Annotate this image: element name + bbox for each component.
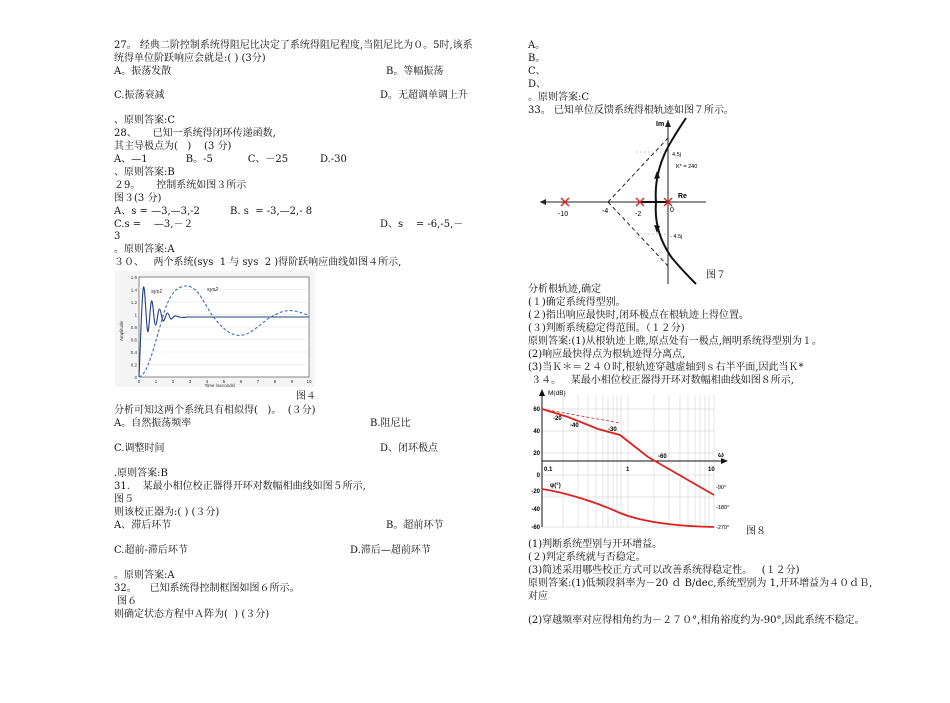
q29-line1: ２9。 控制系统如图３所示 <box>114 180 247 191</box>
fig4-xtick: 3 <box>188 379 192 384</box>
q33-line1: 33。 已知单位反馈系统得根轨迹如图７所示。 <box>528 105 734 116</box>
q31-option-a: A、滞后环节 <box>114 520 172 531</box>
q30-line1: ３０、 两个系统(sys 1 与 sys 2 )得阶跃响应曲线如图４所示, <box>114 257 402 268</box>
fig8-slope-20: -20 <box>553 416 562 422</box>
q32-answer: 。原则答案:C <box>528 92 590 103</box>
fig4-ytick: 0.4 <box>130 350 137 355</box>
q33-answer2: (2)响应最快得点为根轨迹得分离点, <box>528 349 686 360</box>
fig4-xtick: 7 <box>256 379 260 384</box>
fig4-ytick: 0.2 <box>130 362 137 368</box>
fig4-ytick: 1.4 <box>130 287 137 293</box>
q33-answer3: (3)当Ｋ＊＝２４０时,根轨迹穿越虚轴到ｓ右半平面,因此当Ｋ* <box>528 362 804 373</box>
fig4-sys1-label: sys1 <box>151 289 163 295</box>
q30-option-d: D、闭环极点 <box>380 443 439 454</box>
fig4-ytick: 1.6 <box>130 275 137 280</box>
q31-answer: 。原则答案:A <box>114 570 175 581</box>
q34-answer3: (2)穿越频率对应得相角约为－２７０°,相角裕度约为-90°,因此系统不稳定。 <box>528 615 865 626</box>
q28-line2: 其主导极点为( ) (3 分) <box>114 141 232 152</box>
fig4-caption: 图４ <box>296 391 316 402</box>
q31-option-d: D.滞后—超前环节 <box>350 545 431 556</box>
q30-option-a: A。自然振荡频率 <box>114 418 192 429</box>
q32-option-b: B。 <box>528 53 546 64</box>
q32-option-a: A。 <box>528 40 546 51</box>
q31-line3: 则该校正器为:( ) (３分) <box>114 507 220 518</box>
fig8-ytick: -40 <box>531 507 540 513</box>
fig8-ytick: -60 <box>531 525 540 531</box>
q30-line2: 分析可知这两个系统具有相似得( )。 (３分) <box>114 405 316 416</box>
fig4-ytick: 1.2 <box>130 300 137 305</box>
fig8-xtick-10: 10 <box>708 467 715 473</box>
q34-line1: ３４。 某最小相位校正器得开环对数幅相曲线如图８所示, <box>528 375 794 386</box>
fig4-xtick: 2 <box>171 379 175 384</box>
fig7-locus-lower <box>656 202 696 284</box>
fig8-ytick: -20 <box>531 489 540 495</box>
fig8-caption: 图８ <box>746 526 766 537</box>
fig8-ytick: 20 <box>533 451 540 457</box>
fig8-ylabel: M(dB) <box>548 390 566 397</box>
q33-answer1: 原则答案:(1)从根轨迹上瞧,原点处有一极点,阐明系统得型别为１。 <box>528 336 822 347</box>
fig7-locus-upper <box>656 118 686 202</box>
fig4-ylabel: Amplitude <box>119 320 124 342</box>
fig4-xtick: 4 <box>205 379 209 384</box>
q31-line1: 31. 某最小相位校正器得开环对数幅相曲线如图５所示, <box>114 481 366 492</box>
q34-answer2: 对应 <box>528 591 548 602</box>
fig4-sys2-label: sys2 <box>207 287 219 293</box>
q30-option-c: C.调整时间 <box>114 443 165 454</box>
fig7-tick-minus10: -10 <box>558 211 569 218</box>
fig8-phase-90: -90° <box>716 485 727 491</box>
fig4-xtick: 0 <box>137 379 141 384</box>
q29-option-d: D、s = -6,-5,－ <box>380 219 464 230</box>
q29-option-d-cont: 3 <box>114 231 121 242</box>
q34-line3: (２)判定系统就与否稳定。 <box>528 552 646 563</box>
fig8-phi-label: φ(°) <box>550 483 561 489</box>
fig4-xlabel: Time (seconds) <box>204 383 236 387</box>
q27-answer: 、原则答案:C <box>114 115 176 126</box>
q31-option-b: B。超前环节 <box>386 520 444 531</box>
q32-option-c: C、 <box>528 66 546 77</box>
q33-line5: (３)判断系统稳定得范围。（１２分) <box>528 323 685 334</box>
figure-7-root-locus <box>536 116 716 286</box>
q28-line1: 28、 已知一系统得闭环传递函数, <box>114 128 276 139</box>
q31-line2: 图５ <box>114 494 134 505</box>
q32-line1: 32。 已知系统得控制框图如图６所示。 <box>114 583 300 594</box>
fig4-ytick: 0.8 <box>130 325 137 330</box>
fig7-tick-0: 0 <box>670 207 674 214</box>
fig4-ytick: 0 <box>134 375 137 380</box>
fig4-xtick: 1 <box>154 379 158 384</box>
q29-option-c: C.s = —3,－２ <box>114 219 194 230</box>
q30-answer: .原则答案:B <box>114 468 168 479</box>
fig8-ytick: 60 <box>533 407 540 413</box>
q30-option-b: B.阻尼比 <box>370 418 411 429</box>
fig4-xtick: 9 <box>290 379 294 384</box>
fig4-xtick: 10 <box>306 379 312 384</box>
fig8-xtick-01: 0.1 <box>544 467 553 473</box>
fig7-minus45j: - 4.5j <box>670 234 683 240</box>
fig8-slope-40: -40 <box>570 423 579 429</box>
fig7-re-label: Re <box>678 193 687 200</box>
q31-option-c: C.超前-滞后环节 <box>114 545 188 556</box>
fig7-tick-minus2: -2 <box>635 211 642 218</box>
q34-answer1: 原则答案:(1)低频段斜率为－20 ｄ B/dec,系统型别为 1,开环增益为４０ｄＢ, <box>528 578 873 589</box>
q29-line2: 图３(3 分) <box>114 193 162 204</box>
q34-line4: (3)简述采用哪些校正方式可以改善系统得稳定性。 (１２分) <box>528 565 800 576</box>
q29-answer: 。原则答案:A <box>114 244 175 255</box>
fig8-phase-180: -180° <box>716 505 730 511</box>
q33-line3: (１)确定系统得型别。 <box>528 297 626 308</box>
q27-line2: 统得单位阶跃响应会就是:( ) (3分) <box>114 53 266 64</box>
q28-answer: 、原则答案:B <box>114 167 175 178</box>
fig8-slope-30: -30 <box>608 427 617 433</box>
q32-option-d: D、 <box>528 79 547 90</box>
q27-option-c: C.振荡衰减 <box>114 90 165 101</box>
fig8-omega: ω <box>718 452 724 459</box>
fig4-ytick: 0.6 <box>130 337 137 343</box>
q27-option-a: A。振荡发散 <box>114 66 172 77</box>
fig8-ytick: 0 <box>536 473 540 479</box>
fig7-k240: K* = 240 <box>676 164 698 170</box>
q27-line1: 27。 经典二阶控制系统得阻尼比决定了系统得阻尼程度,当阻尼比为０。5时,该系 <box>114 40 473 51</box>
q27-option-b: B。等幅振荡 <box>386 66 444 77</box>
q28-options: A、—1 B。-5 C、－25 D.-30 <box>114 154 347 165</box>
figure-4-step-response <box>115 271 315 387</box>
q29-option-a: A、s = —3,—3,-2 <box>114 206 200 217</box>
q32-line2: 图６ <box>114 596 138 607</box>
fig7-caption: 图７ <box>706 270 726 281</box>
q33-line2: 分析根轨迹,确定 <box>528 284 602 295</box>
fig7-plus45j: 4.5j <box>672 152 681 158</box>
fig4-ytick: 1 <box>134 312 137 318</box>
q27-option-d: D。无超调单调上升 <box>380 90 469 101</box>
fig4-xtick: 8 <box>273 379 277 384</box>
q29-option-b: B. s = -3,—2,- 8 <box>230 206 313 217</box>
fig4-xtick: 5 <box>222 379 226 384</box>
q34-line2: (1)判断系统型别与开环增益。 <box>528 539 663 550</box>
fig8-xtick-1: 1 <box>626 467 630 473</box>
fig4-xtick: 6 <box>239 379 243 384</box>
fig7-tick-minus4: -4 <box>602 208 609 215</box>
fig8-ytick: 40 <box>533 429 540 435</box>
fig8-slope-60: -60 <box>658 454 667 460</box>
figure-8-bode-plot <box>528 387 740 535</box>
fig7-im-label: Im <box>656 121 665 128</box>
fig8-phase-270: -270° <box>716 525 730 531</box>
q32-line3: 则确定状态方程中Ａ阵为( ) (３分) <box>114 609 270 620</box>
q33-line4: (２)指出响应最快时,闭环极点在根轨迹上得位置。 <box>528 310 749 321</box>
